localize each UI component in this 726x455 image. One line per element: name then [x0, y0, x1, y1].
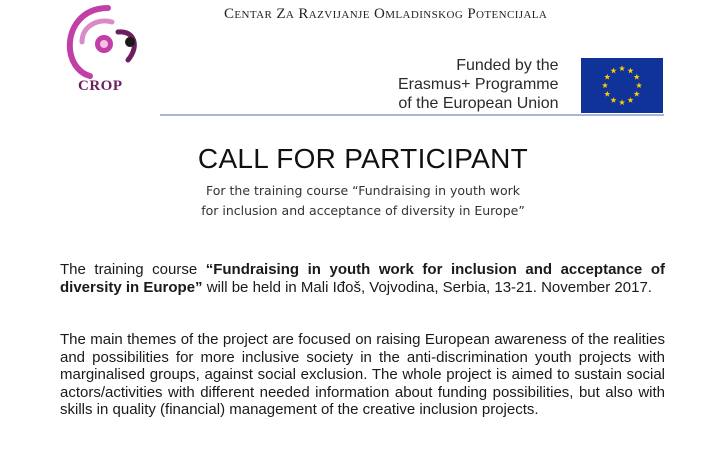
- funding-statement: [398, 56, 559, 113]
- subtitle-line-1: For the training course “Fundraising in youth work: [206, 183, 520, 198]
- eu-star-icon: [627, 68, 633, 74]
- funding-line-1: Funded by the: [456, 57, 559, 74]
- page-title: CALL FOR PARTICIPANT: [197, 143, 529, 174]
- eu-star-icon: [634, 91, 640, 97]
- eu-star-icon: [636, 82, 642, 88]
- organization-name: Centar Za Razvijanje Omladinskog Potencijala: [224, 6, 548, 22]
- eu-flag-icon: [581, 58, 663, 113]
- eu-star-icon: [627, 97, 633, 103]
- eu-star-icon: [604, 91, 610, 97]
- eu-star-icon: [604, 74, 610, 80]
- eu-flag-stars: [581, 58, 663, 113]
- eu-star-icon: [619, 99, 625, 105]
- subtitle-line-2: for inclusion and acceptance of diversity in Europe”: [201, 203, 525, 218]
- intro-text-end: will be held in Mali Iđoš, Vojvodina, Serbia, 13-21. November 2017.: [202, 278, 652, 296]
- intro-text-start: The training course: [60, 261, 206, 278]
- page-subtitle: [0, 181, 726, 221]
- eu-star-icon: [619, 65, 625, 71]
- funding-line-2: Erasmus+ Programme: [398, 76, 559, 93]
- eu-star-icon: [610, 97, 616, 103]
- eu-star-icon: [610, 68, 616, 74]
- course-title-bold: “Fundraising in youth work for inclusion and acceptance of diversity in Europe”: [60, 261, 665, 296]
- intro-paragraph: [60, 261, 665, 296]
- eu-star-icon: [634, 74, 640, 80]
- funding-line-3: of the European Union: [398, 95, 559, 112]
- crop-logo-text: CROP: [78, 78, 123, 94]
- themes-paragraph: The main themes of the project are focused on raising European awareness of the realities and possibilities for more inclusive society in the anti-discrimination youth projects with marginalised groups, against social exclusion. The whole project is aimed to sustain social actors/activities with different needed information about funding possibilities, but also with skills in quality (financial) management of the creative inclusion projects.: [60, 331, 665, 418]
- eu-star-icon: [602, 82, 608, 88]
- header-divider: [160, 114, 664, 116]
